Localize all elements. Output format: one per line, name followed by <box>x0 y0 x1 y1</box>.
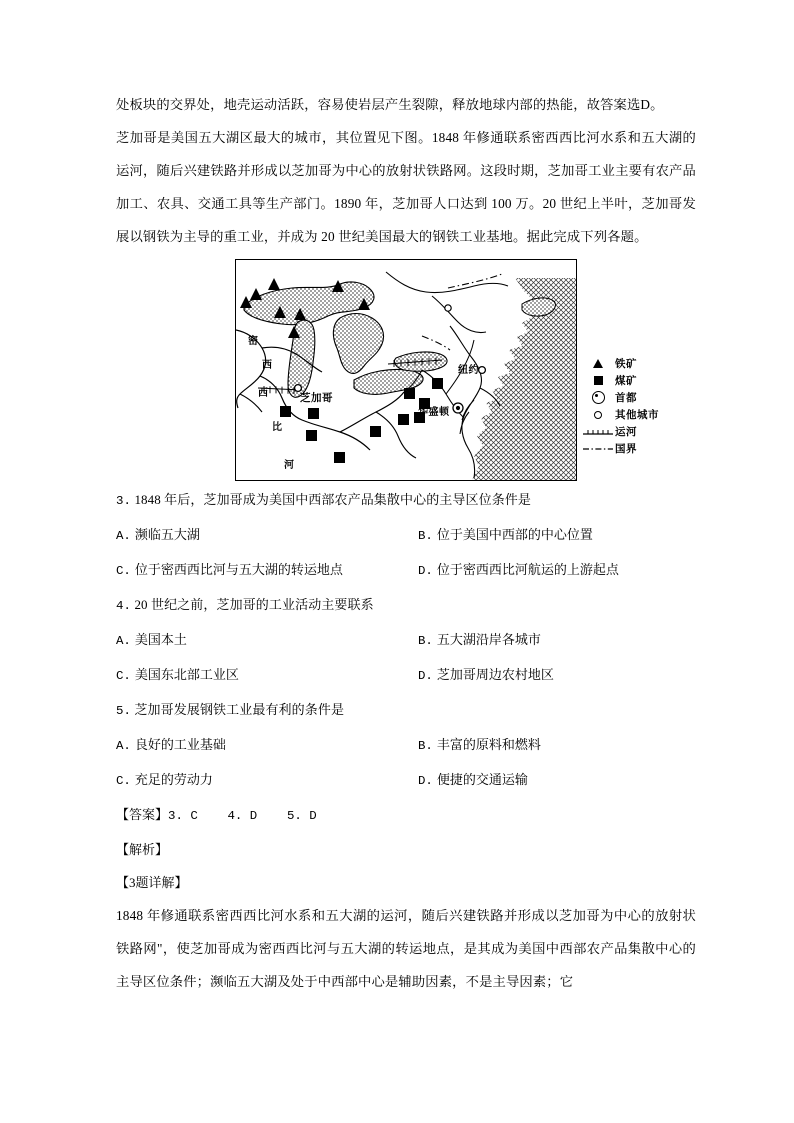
map-label-mississippi-char-2: 西 <box>258 388 268 399</box>
canal-icon <box>581 427 615 437</box>
map-legend <box>581 355 701 457</box>
map-label-mississippi-char-4: 河 <box>284 460 294 471</box>
question-5-text: 芝加哥发展钢铁工业最有利的条件是 <box>134 702 345 717</box>
question-3-option-c-text: 位于密西西比河与五大湖的转运地点 <box>134 562 343 577</box>
iron-ore-icon <box>581 359 615 368</box>
question-4-option-d-text: 芝加哥周边农村地区 <box>436 667 554 682</box>
coal-mine-icon <box>581 376 615 385</box>
map-label-washington: 华盛顿 <box>418 407 450 418</box>
other-city-icon <box>581 411 615 419</box>
question-4-option-a[interactable] <box>116 623 406 658</box>
city-marker-new-york <box>479 367 486 374</box>
detail-header-q3: 【3题详解】 <box>116 875 188 890</box>
detail-body-q3: 1848 年修通联系密西西比河水系和五大湖的运河，随后兴建铁路并形成以芝加哥为中心的放射状铁路网"，使芝加哥成为密西西比河与五大湖的转运地点，是其成为美国中西部农产品集散中心的主导区位条件；濒临五大湖及处于中西部中心是辅助因素，不是主导因素；它 <box>116 908 696 989</box>
legend-row-iron-ore <box>581 355 701 372</box>
map-drawing <box>236 260 576 480</box>
map-label-mississippi-char-3: 比 <box>272 422 282 433</box>
question-5-option-a-text: 良好的工业基础 <box>134 737 226 752</box>
figure-container <box>116 259 696 481</box>
national-border-icon <box>581 445 615 453</box>
legend-label-capital: 首都 <box>615 392 637 404</box>
legend-row-other-city <box>581 406 701 423</box>
question-5-option-d-label: D. <box>418 774 433 788</box>
question-3-option-b[interactable] <box>406 518 696 553</box>
question-3-option-a-label: A. <box>116 529 131 543</box>
question-4-option-d[interactable] <box>406 658 696 693</box>
question-5-stem <box>116 693 696 728</box>
legend-label-canal: 运河 <box>615 426 637 438</box>
map-label-new-york: 纽约 <box>458 365 479 376</box>
question-3-options-row-2 <box>116 553 696 588</box>
city-marker-washington <box>453 403 463 413</box>
question-3-options-row-1 <box>116 518 696 553</box>
question-4-option-c[interactable] <box>116 658 406 693</box>
question-3-option-c[interactable] <box>116 553 406 588</box>
question-3-option-a[interactable] <box>116 518 406 553</box>
legend-row-coal-mine <box>581 372 701 389</box>
question-5-number: 5. <box>116 704 132 718</box>
question-5-option-d-text: 便捷的交通运输 <box>436 772 528 787</box>
question-4-stem <box>116 588 696 623</box>
question-5-options-row-1 <box>116 728 696 763</box>
question-3-stem <box>116 483 696 518</box>
legend-label-iron-ore: 铁矿 <box>615 358 637 370</box>
question-4-option-c-label: C. <box>116 669 131 683</box>
question-5-option-d[interactable] <box>406 763 696 798</box>
legend-row-capital <box>581 389 701 406</box>
question-4-option-b-text: 五大湖沿岸各城市 <box>436 632 541 647</box>
map-label-mississippi-char-0: 密 <box>248 336 258 347</box>
legend-label-border: 国界 <box>615 443 637 455</box>
question-4-option-c-text: 美国东北部工业区 <box>134 667 239 682</box>
map-frame <box>235 259 577 481</box>
question-5-option-c[interactable] <box>116 763 406 798</box>
map-label-mississippi-char-1: 西 <box>262 360 272 371</box>
answer-header: 【答案】 <box>116 807 169 822</box>
question-5-option-b-text: 丰富的原料和燃料 <box>436 737 541 752</box>
city-marker-lake-ontario <box>445 305 451 311</box>
question-4-option-a-text: 美国本土 <box>134 632 187 647</box>
question-3-option-b-label: B. <box>418 529 433 543</box>
question-4-option-b[interactable] <box>406 623 696 658</box>
question-3-option-a-text: 濒临五大湖 <box>134 527 200 542</box>
question-5-option-a-label: A. <box>116 739 131 753</box>
legend-row-border <box>581 440 701 457</box>
question-3 <box>116 483 696 588</box>
legend-label-other-city: 其他城市 <box>615 409 659 421</box>
question-5-option-a[interactable] <box>116 728 406 763</box>
question-3-option-d-text: 位于密西西比河航运的上游起点 <box>436 562 619 577</box>
question-5-options-row-2 <box>116 763 696 798</box>
answer-values: 3. C 4. D 5. D <box>168 809 317 823</box>
legend-label-coal-mine: 煤矿 <box>615 375 637 387</box>
analysis-header: 【解析】 <box>116 842 169 857</box>
question-5-option-c-label: C. <box>116 774 131 788</box>
question-3-option-b-text: 位于美国中西部的中心位置 <box>436 527 593 542</box>
legend-row-canal <box>581 423 701 440</box>
paragraph-continuation: 处板块的交界处，地壳运动活跃，容易使岩层产生裂隙，释放地球内部的热能，故答案选D。 <box>116 97 664 112</box>
map-label-chicago: 芝加哥 <box>300 392 333 404</box>
question-3-number: 3. <box>116 494 132 508</box>
question-4-text: 20 世纪之前，芝加哥的工业活动主要联系 <box>134 597 374 612</box>
map-figure <box>235 259 659 481</box>
question-5 <box>116 693 696 798</box>
question-4-option-b-label: B. <box>418 634 433 648</box>
question-5-option-c-text: 充足的劳动力 <box>134 772 213 787</box>
question-4-options-row-2 <box>116 658 696 693</box>
question-4-option-a-label: A. <box>116 634 131 648</box>
question-3-option-c-label: C. <box>116 564 131 578</box>
question-5-option-b[interactable] <box>406 728 696 763</box>
question-4 <box>116 588 696 693</box>
capital-city-icon <box>581 391 615 404</box>
answer-line <box>116 798 696 833</box>
question-4-number: 4. <box>116 599 132 613</box>
question-3-text: 1848 年后，芝加哥成为美国中西部农产品集散中心的主导区位条件是 <box>134 492 531 507</box>
passage-paragraph: 芝加哥是美国五大湖区最大的城市，其位置见下图。1848 年修通联系密西西比河水系和五大湖的运河，随后兴建铁路并形成以芝加哥为中心的放射状铁路网。这段时期，芝加哥工业主要有农产品加工、农具、交通工具等生产部门。1890 年，芝加哥人口达到 100 万。20 世纪上半叶，芝加哥发展以钢铁为主导的重工业，并成为 20 世纪美国最大的钢铁工业基地。据此完成下列各题。 <box>116 130 696 244</box>
question-3-option-d[interactable] <box>406 553 696 588</box>
question-4-option-d-label: D. <box>418 669 433 683</box>
question-3-option-d-label: D. <box>418 564 433 578</box>
question-4-options-row-1 <box>116 623 696 658</box>
question-5-option-b-label: B. <box>418 739 433 753</box>
